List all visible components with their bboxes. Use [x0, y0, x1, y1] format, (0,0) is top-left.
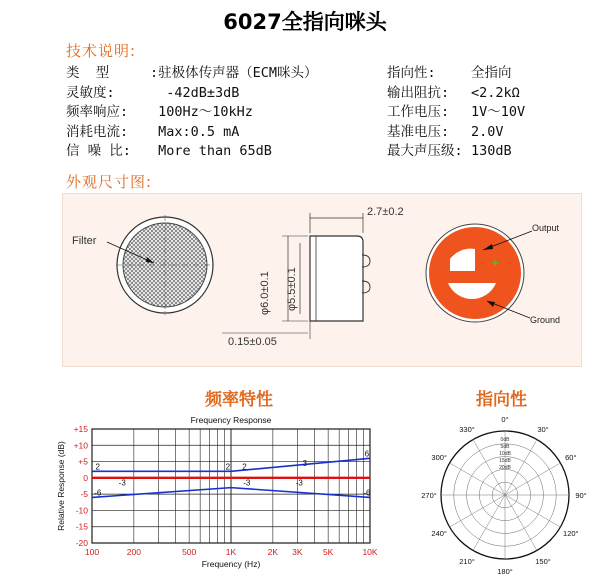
spec-value: 全指向 — [471, 65, 512, 81]
polar-angle-label: 210° — [459, 556, 475, 566]
y-tick-label: -10 — [75, 505, 88, 516]
spec-label: 工作电压: — [387, 104, 450, 120]
spec-row — [387, 139, 512, 159]
polar-angle-label: 150° — [535, 556, 551, 566]
spec-row — [387, 61, 512, 81]
spec-value: More than 65dB — [150, 143, 272, 159]
dim-top-label: 2.7±0.2 — [367, 206, 404, 218]
output-label: Output — [532, 223, 560, 233]
spec-value: 130dB — [471, 143, 512, 159]
back-view — [426, 223, 560, 325]
dim-bottom-label: 0.15±0.05 — [228, 336, 277, 348]
frequency-response-chart — [50, 410, 390, 580]
page-title: 6027全指向咪头 — [223, 10, 387, 34]
dimension-drawing — [62, 193, 582, 367]
polar-angle-label: 330° — [459, 425, 475, 435]
y-tick-label: -5 — [80, 489, 88, 500]
spec-value: Max:0.5 mA — [150, 123, 240, 140]
polar-angle-label: 180° — [497, 567, 513, 575]
polar-angle-label: 0° — [501, 415, 509, 424]
data-label: -3 — [118, 478, 126, 488]
data-label: 6 — [364, 449, 370, 459]
y-tick-label: +10 — [73, 440, 88, 451]
polar-angle-label: 300° — [431, 453, 447, 462]
spec-label: 指向性: — [387, 65, 436, 81]
section-tech-heading: 技术说明: — [66, 42, 137, 60]
spec-row — [387, 120, 504, 140]
spec-value: <2.2kΩ — [471, 84, 520, 101]
spec-value: :驻极体传声器（ECM咪头） — [150, 65, 318, 81]
side-view — [222, 206, 404, 348]
x-tick-label: 500 — [182, 547, 197, 557]
spec-value: 1V～10V — [471, 104, 526, 120]
front-view — [72, 215, 214, 315]
spec-label: 消耗电流: — [66, 123, 129, 140]
spec-row — [66, 81, 239, 101]
spec-value: 100Hz～10kHz — [150, 104, 253, 120]
polar-angle-label: 90° — [575, 491, 587, 500]
spec-row — [387, 81, 520, 101]
x-tick-label: 5K — [322, 547, 334, 557]
data-label: 2 — [95, 462, 100, 472]
x-tick-label: 100 — [84, 547, 100, 557]
freq-heading: 频率特性 — [205, 390, 273, 410]
data-label: -6 — [94, 488, 102, 498]
spec-label: 最大声压级: — [387, 143, 463, 159]
data-label: -3 — [243, 478, 251, 488]
y-tick-label: +5 — [78, 456, 88, 467]
side-body — [310, 236, 363, 321]
y-tick-label: +15 — [73, 424, 88, 434]
ground-label: Ground — [530, 315, 561, 325]
polar-angle-label: 120° — [563, 529, 579, 538]
section-dims-heading: 外观尺寸图: — [66, 173, 153, 191]
filter-label: Filter — [72, 235, 97, 247]
data-label: 2 — [242, 462, 247, 472]
polar-ring-label: 20dB — [499, 465, 511, 471]
chart-title: Frequency Response — [190, 415, 272, 425]
polar-ring-label: 15dB — [499, 458, 511, 464]
spec-label: 频率响应: — [66, 104, 129, 120]
polar-ring-label: 5dB — [500, 444, 510, 450]
polar-angle-label: 60° — [565, 453, 577, 462]
y-tick-label: 0 — [83, 472, 88, 483]
spec-label: 信 噪 比: — [66, 143, 131, 159]
x-tick-label: 3K — [292, 547, 303, 557]
x-tick-label: 200 — [126, 547, 141, 557]
y-axis-label: Relative Response (dB) — [56, 441, 66, 531]
y-tick-label: -15 — [75, 521, 88, 532]
x-axis-label: Frequency (Hz) — [201, 559, 261, 569]
directivity-polar-chart — [415, 415, 595, 575]
spec-row — [66, 139, 272, 159]
x-tick-label: 2K — [267, 547, 279, 557]
spec-value: -42dB±3dB — [150, 84, 240, 101]
spec-row — [66, 61, 318, 81]
spec-value: 2.0V — [471, 123, 504, 140]
plus-sign: + — [492, 256, 500, 270]
polar-ring-label: 0dB — [500, 437, 510, 443]
spec-label: 基准电压: — [387, 123, 450, 140]
data-label: -6 — [363, 488, 371, 498]
polar-angle-label: 240° — [431, 529, 447, 538]
dim-outer-label: φ6.0±0.1 — [259, 271, 271, 315]
spec-label: 输出阻抗: — [387, 84, 450, 101]
x-tick-label: 10K — [362, 547, 378, 557]
y-tick-label: -20 — [75, 538, 88, 548]
spec-label: 类 型 — [66, 65, 110, 81]
spec-label: 灵敏度: — [66, 84, 115, 101]
dim-inner-label: φ5.5±0.1 — [286, 267, 298, 311]
x-tick-label: 1K — [225, 547, 237, 557]
polar-angle-label: 270° — [421, 491, 437, 500]
data-label: 3 — [302, 459, 308, 469]
dir-heading: 指向性 — [476, 390, 527, 410]
data-label: -3 — [295, 478, 303, 488]
spec-row — [66, 120, 239, 140]
data-label: 2 — [225, 462, 231, 472]
polar-ring-label: 10dB — [499, 451, 511, 457]
spec-row — [387, 100, 525, 120]
spec-row — [66, 100, 253, 120]
polar-angle-label: 30° — [537, 425, 549, 435]
